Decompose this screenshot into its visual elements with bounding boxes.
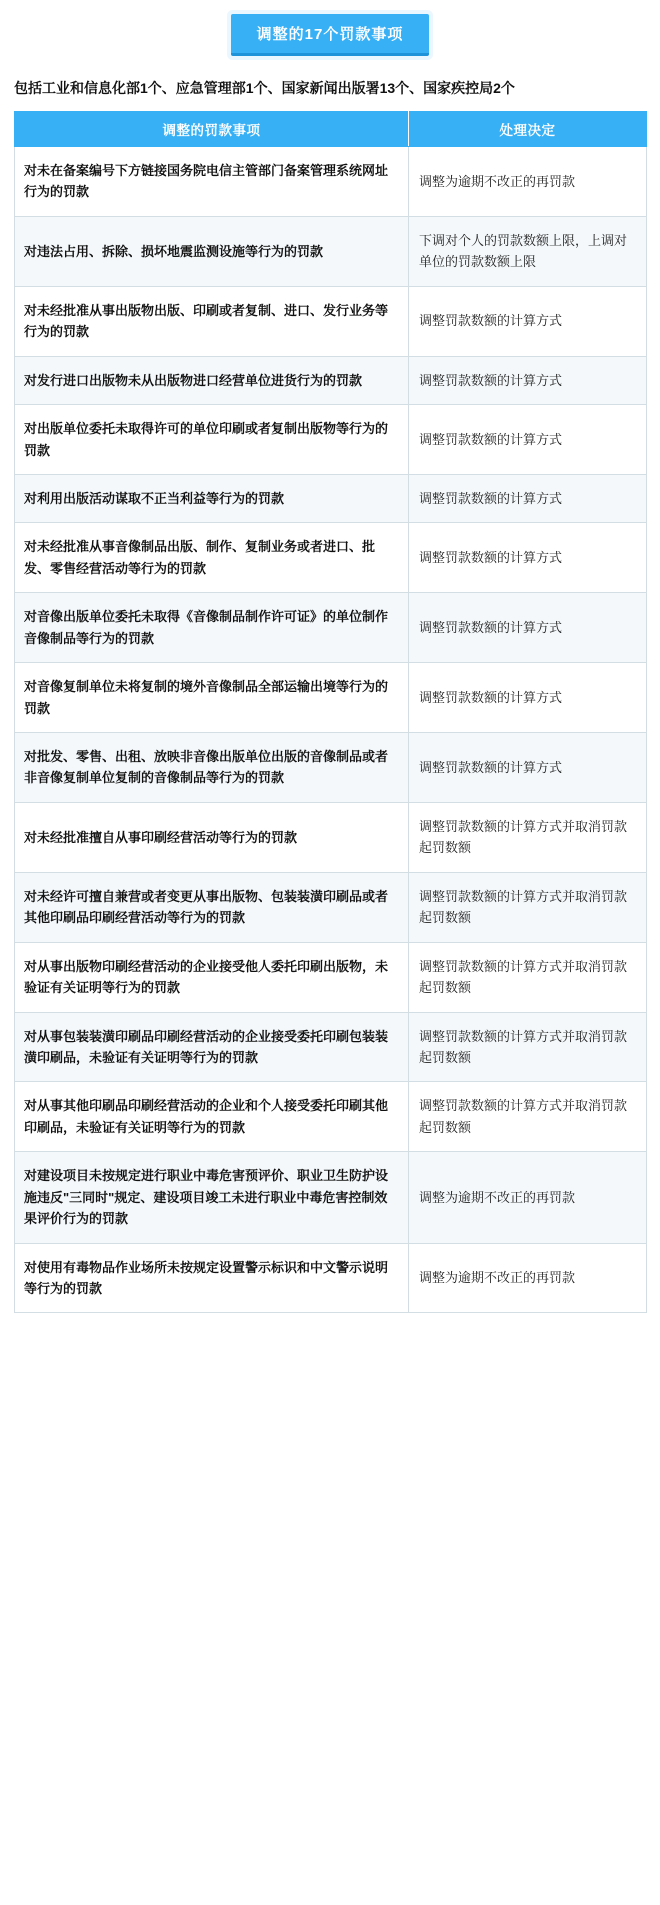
table-row: [15, 474, 647, 522]
cell-decision: 调整为逾期不改正的再罚款: [409, 1152, 647, 1243]
cell-decision: 调整罚款数额的计算方式: [409, 286, 647, 356]
cell-fine-item: 对从事出版物印刷经营活动的企业接受他人委托印刷出版物，未验证有关证明等行为的罚款: [15, 942, 409, 1012]
table-row: [15, 1152, 647, 1243]
cell-fine-item: 对从事其他印刷品印刷经营活动的企业和个人接受委托印刷其他印刷品，未验证有关证明等行为的罚款: [15, 1082, 409, 1152]
cell-decision: 调整罚款数额的计算方式: [409, 733, 647, 803]
cell-fine-item: 对未经批准从事出版物出版、印刷或者复制、进口、发行业务等行为的罚款: [15, 286, 409, 356]
table-row: [15, 872, 647, 942]
table-row: [15, 942, 647, 1012]
cell-decision: 调整为逾期不改正的再罚款: [409, 1243, 647, 1313]
cell-decision: 下调对个人的罚款数额上限，上调对单位的罚款数额上限: [409, 216, 647, 286]
table-row: [15, 802, 647, 872]
table-row: [15, 593, 647, 663]
title-banner-container: [0, 0, 660, 64]
cell-fine-item: 对使用有毒物品作业场所未按规定设置警示标识和中文警示说明等行为的罚款: [15, 1243, 409, 1313]
cell-decision: 调整罚款数额的计算方式并取消罚款起罚数额: [409, 1082, 647, 1152]
table-header-row: [15, 112, 647, 147]
table-row: [15, 147, 647, 217]
cell-decision: 调整罚款数额的计算方式: [409, 523, 647, 593]
column-header-decision: 处理决定: [409, 112, 647, 147]
table-body: [15, 147, 647, 1313]
cell-decision: 调整罚款数额的计算方式: [409, 593, 647, 663]
fines-table: [14, 111, 647, 1313]
cell-decision: 调整为逾期不改正的再罚款: [409, 147, 647, 217]
table-row: [15, 1082, 647, 1152]
cell-fine-item: 对违法占用、拆除、损坏地震监测设施等行为的罚款: [15, 216, 409, 286]
cell-fine-item: 对未经批准从事音像制品出版、制作、复制业务或者进口、批发、零售经营活动等行为的罚款: [15, 523, 409, 593]
table-row: [15, 1243, 647, 1313]
cell-decision: 调整罚款数额的计算方式并取消罚款起罚数额: [409, 1012, 647, 1082]
table-row: [15, 663, 647, 733]
cell-fine-item: 对未在备案编号下方链接国务院电信主管部门备案管理系统网址行为的罚款: [15, 147, 409, 217]
table-row: [15, 733, 647, 803]
cell-decision: 调整罚款数额的计算方式: [409, 405, 647, 475]
table-row: [15, 286, 647, 356]
cell-fine-item: 对未经许可擅自兼营或者变更从事出版物、包装装潢印刷品或者其他印刷品印刷经营活动等行为的罚款: [15, 872, 409, 942]
column-header-item: 调整的罚款事项: [15, 112, 409, 147]
cell-fine-item: 对未经批准擅自从事印刷经营活动等行为的罚款: [15, 802, 409, 872]
cell-fine-item: 对发行进口出版物未从出版物进口经营单位进货行为的罚款: [15, 356, 409, 404]
cell-decision: 调整罚款数额的计算方式并取消罚款起罚数额: [409, 942, 647, 1012]
cell-decision: 调整罚款数额的计算方式: [409, 356, 647, 404]
page-title: 调整的17个罚款事项: [231, 14, 430, 56]
cell-decision: 调整罚款数额的计算方式并取消罚款起罚数额: [409, 802, 647, 872]
cell-decision: 调整罚款数额的计算方式: [409, 474, 647, 522]
table-header: [15, 112, 647, 147]
cell-fine-item: 对音像出版单位委托未取得《音像制品制作许可证》的单位制作音像制品等行为的罚款: [15, 593, 409, 663]
cell-fine-item: 对出版单位委托未取得许可的单位印刷或者复制出版物等行为的罚款: [15, 405, 409, 475]
subtitle-text: 包括工业和信息化部1个、应急管理部1个、国家新闻出版署13个、国家疾控局2个: [14, 80, 515, 96]
table-row: [15, 405, 647, 475]
cell-decision: 调整罚款数额的计算方式并取消罚款起罚数额: [409, 872, 647, 942]
cell-fine-item: 对从事包装装潢印刷品印刷经营活动的企业接受委托印刷包装装潢印刷品，未验证有关证明等行为的罚款: [15, 1012, 409, 1082]
table-row: [15, 356, 647, 404]
cell-fine-item: 对批发、零售、出租、放映非音像出版单位出版的音像制品或者非音像复制单位复制的音像制品等行为的罚款: [15, 733, 409, 803]
cell-fine-item: 对利用出版活动谋取不正当利益等行为的罚款: [15, 474, 409, 522]
table-row: [15, 523, 647, 593]
cell-fine-item: 对音像复制单位未将复制的境外音像制品全部运输出境等行为的罚款: [15, 663, 409, 733]
cell-fine-item: 对建设项目未按规定进行职业中毒危害预评价、职业卫生防护设施违反"三同时"规定、建设项目竣工未进行职业中毒危害控制效果评价行为的罚款: [15, 1152, 409, 1243]
cell-decision: 调整罚款数额的计算方式: [409, 663, 647, 733]
table-row: [15, 1012, 647, 1082]
table-row: [15, 216, 647, 286]
